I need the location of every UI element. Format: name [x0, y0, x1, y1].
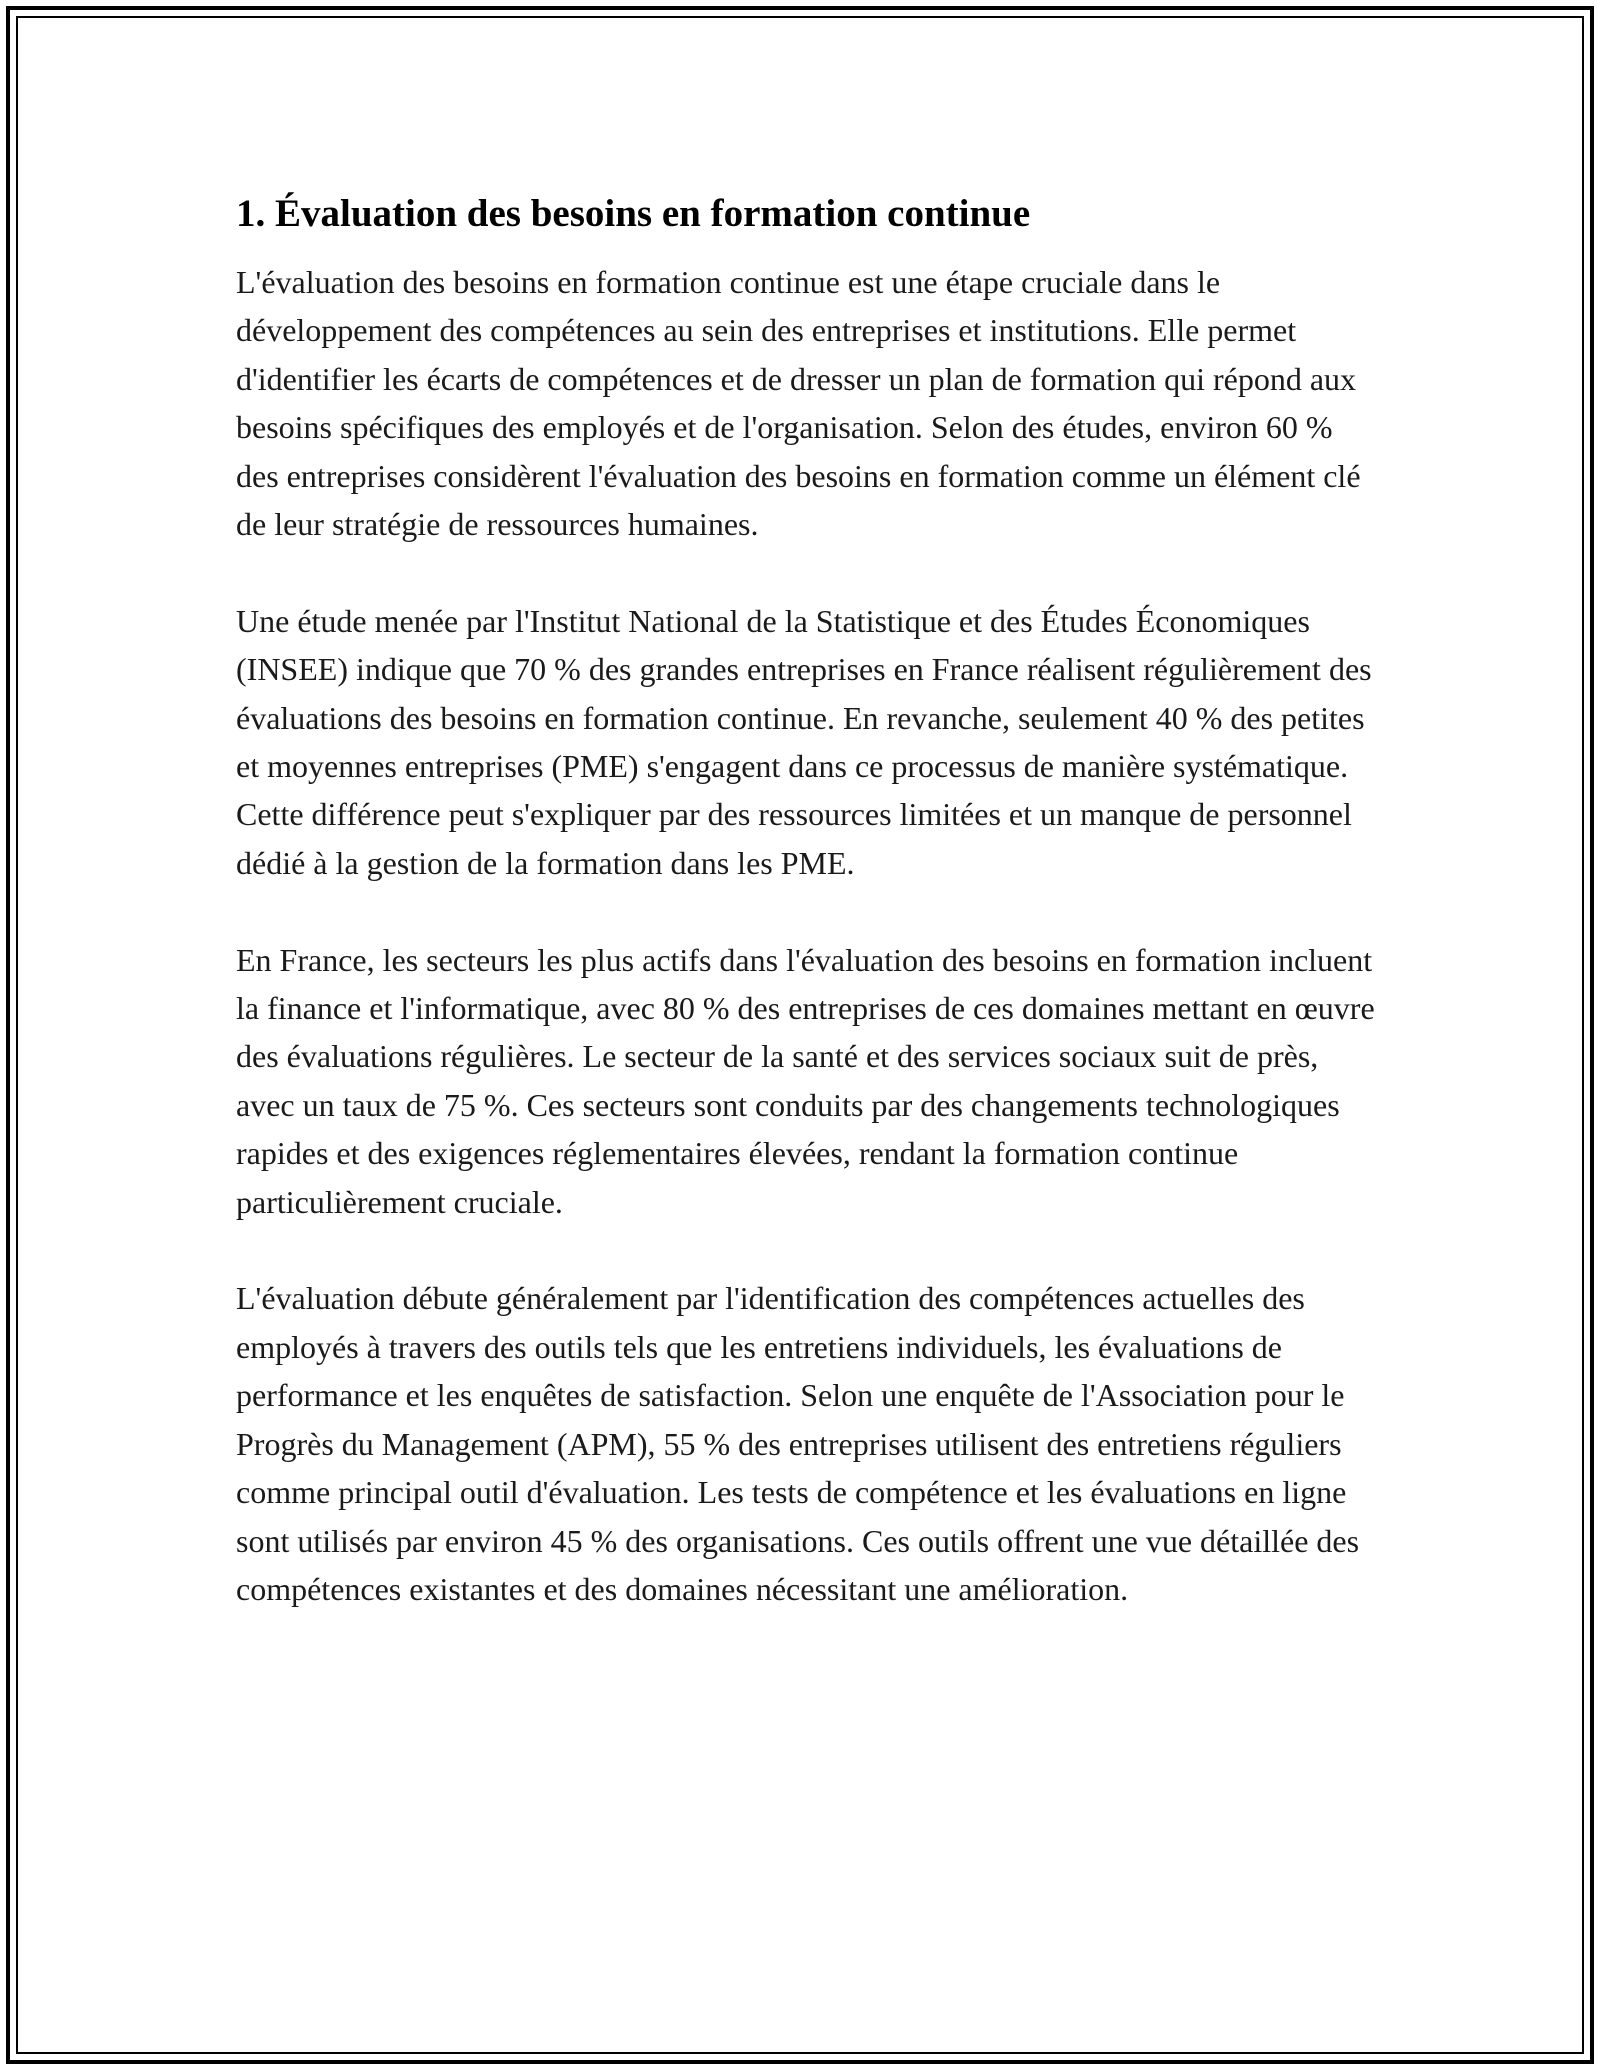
paragraph-4: L'évaluation débute généralement par l'identification des compétences actuelles des employés à travers des outils tels que les entretiens individuels, les évaluations de performance et les enquêtes de satisfaction. Selon une enquête de l'Association pour le Progrès du Management (APM), 55 % des entreprises utilisent des entretiens réguliers comme principal outil d'évaluation. Les tests de compétence et les évaluations en ligne sont utilisés par environ 45 % des organisations. Ces outils offrent une vue détaillée des compétences existantes et des domaines nécessitant une amélioration. — [236, 1280, 1360, 1607]
paragraph-3: En France, les secteurs les plus actifs dans l'évaluation des besoins en formation incluent la finance et l'informatique, avec 80 % des entreprises de ces domaines mettant en œuvre des évaluations régulières. Le secteur de la santé et des services sociaux suit de près, avec un taux de 75 %. Ces secteurs sont conduits par des changements technologiques rapides et des exigences réglementaires élevées, rendant la formation continue particulièrement cruciale. — [236, 941, 1375, 1220]
paragraph-1: L'évaluation des besoins en formation continue est une étape cruciale dans le développement des compétences au sein des entreprises et institutions. Elle permet d'identifier les écarts de compétences et de dresser un plan de formation qui répond aux besoins spécifiques des employés et de l'organisation. Selon des études, environ 60 % des entreprises considèrent l'évaluation des besoins en formation comme un élément clé de leur stratégie de ressources humaines. — [236, 264, 1361, 543]
section-heading: 1. Évaluation des besoins en formation continue — [236, 192, 1031, 235]
document-body — [236, 188, 1376, 1662]
paragraph-2: Une étude menée par l'Institut National de la Statistique et des Études Économiques (INSEE) indique que 70 % des grandes entreprises en France réalisent régulièrement des évaluations des besoins en formation continue. En revanche, seulement 40 % des petites et moyennes entreprises (PME) s'engagent dans ce processus de manière systématique. Cette différence peut s'expliquer par des ressources limitées et un manque de personnel dédié à la gestion de la formation dans les PME. — [236, 602, 1372, 881]
